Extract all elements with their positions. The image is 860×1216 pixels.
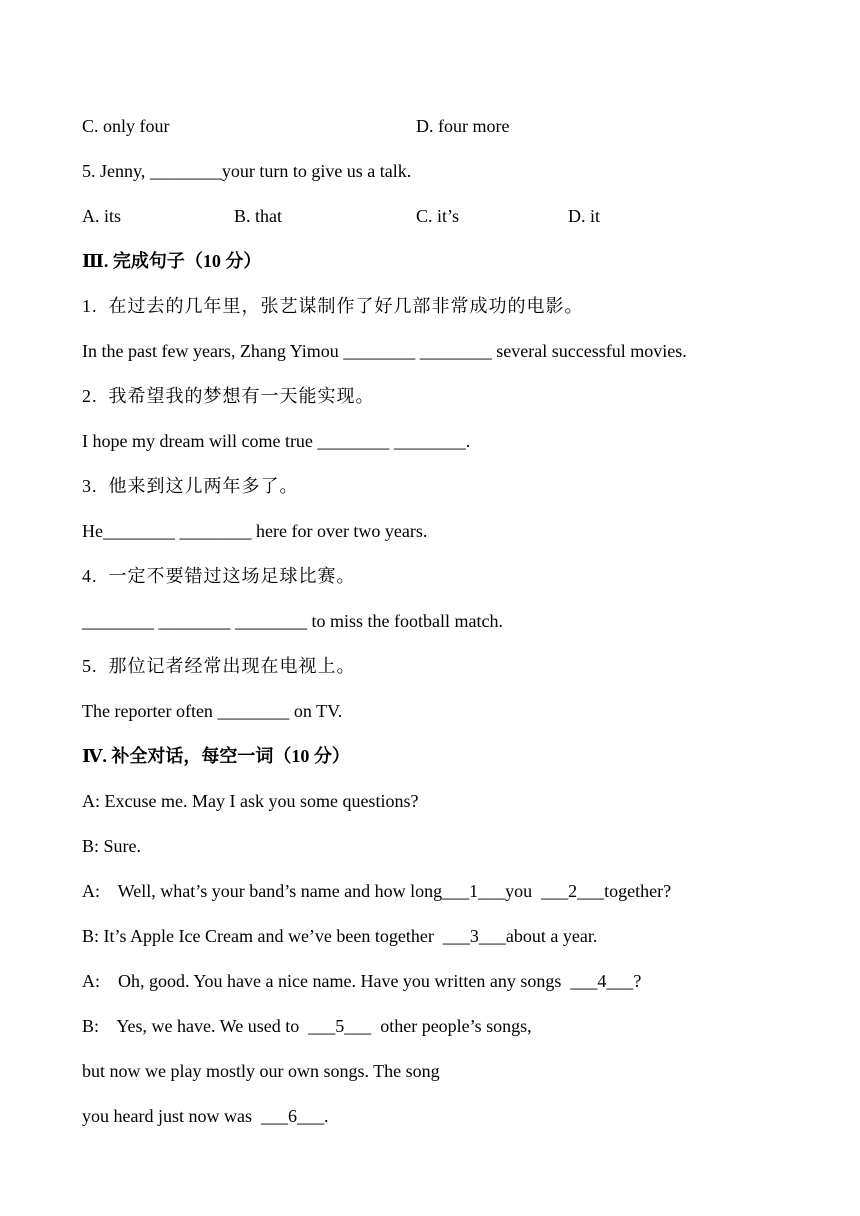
sentence-3-chinese: 3. 他来到这儿两年多了。 xyxy=(82,476,299,496)
dialogue-line: B: It’s Apple Ice Cream and we’ve been together ___3___about a year. xyxy=(82,926,598,946)
dialogue-line: A: Oh, good. You have a nice name. Have you written any songs ___4___? xyxy=(82,971,642,991)
sentence-2-english: I hope my dream will come true ________ ________. xyxy=(82,431,471,451)
dialogue-line: B: Yes, we have. We used to ___5___ other people’s songs, xyxy=(82,1016,532,1036)
dialogue-line: but now we play mostly our own songs. The song xyxy=(82,1061,440,1081)
sentence-1-chinese: 1. 在过去的几年里，张艺谋制作了好几部非常成功的电影。 xyxy=(82,296,584,316)
section-3-heading: Ⅲ. 完成句子（10 分） xyxy=(82,251,262,271)
sentence-3-english: He________ ________ here for over two years. xyxy=(82,521,428,541)
sentence-5-chinese: 5. 那位记者经常出现在电视上。 xyxy=(82,656,356,676)
dialogue-line: B: Sure. xyxy=(82,836,142,856)
dialogue-line: A: Well, what’s your band’s name and how long___1___you ___2___together? xyxy=(82,881,672,901)
sentence-2-chinese: 2. 我希望我的梦想有一天能实现。 xyxy=(82,386,375,406)
option-c: C. only four xyxy=(82,116,170,136)
dialogue-line: A: Excuse me. May I ask you some questions? xyxy=(82,791,419,811)
question-5-stem: 5. Jenny, ________your turn to give us a talk. xyxy=(82,161,412,181)
option-d: D. it xyxy=(568,206,601,226)
option-d: D. four more xyxy=(416,116,510,136)
section-4-heading: Ⅳ. 补全对话，每空一词（10 分） xyxy=(82,746,350,766)
sentence-4-chinese: 4. 一定不要错过这场足球比赛。 xyxy=(82,566,356,586)
sentence-5-english: The reporter often ________ on TV. xyxy=(82,701,343,721)
option-b: B. that xyxy=(234,206,282,226)
sentence-1-english: In the past few years, Zhang Yimou ________ ________ several successful movies. xyxy=(82,341,687,361)
dialogue-line: you heard just now was ___6___. xyxy=(82,1106,329,1126)
option-c: C. it’s xyxy=(416,206,460,226)
sentence-4-english: ________ ________ ________ to miss the football match. xyxy=(82,611,503,631)
option-a: A. its xyxy=(82,206,122,226)
